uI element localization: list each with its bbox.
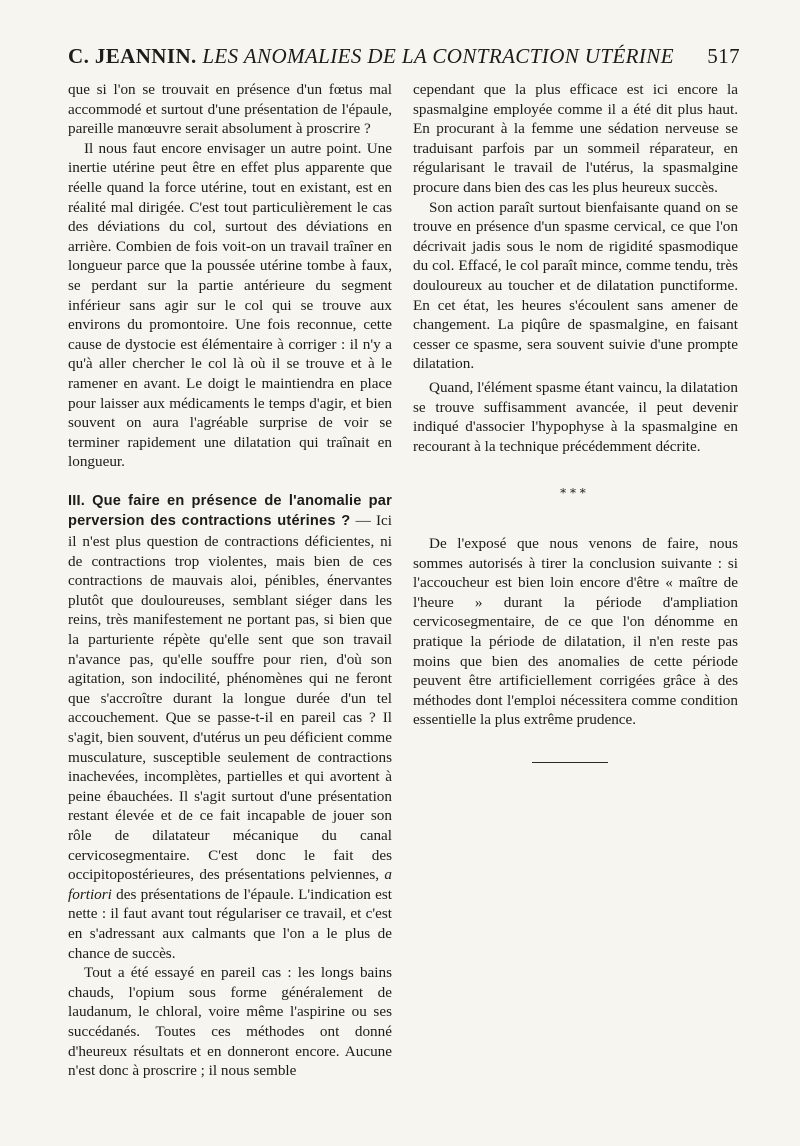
header-author: C. JEANNIN. (68, 44, 197, 68)
section-heading: III. Que faire en présence de l'anomalie par perversion des contractions utérines ? (68, 492, 392, 530)
right-paragraph-2: Son action paraît surtout bienfaisante quand on se trouve en présence d'un spasme cervical, ce que l'on décrivait jadis sous le nom de rigidité spasmodique du col. Effacé, le col paraît mince, comme tendu, très douloureux au toucher et de dilatation punctiforme. En cet état, les heures s'écoulent sans amener de changement. La piqûre de spasmalgine, en faisant cesser ce spasme, sera souvent suivie d'une prompte dilatation. (413, 198, 738, 373)
conclusion (413, 534, 738, 730)
right-paragraph-1: cependant que la plus efficace est ici encore la spasmalgine employée comme il a été dit plus haut. En procurant à la femme une sédation nerveuse se traduisant parfois par un sommeil réparateur, en régularisant le travail de l'utérus, la spasmalgine procure dans bien des cas les plus heureux succès. (413, 81, 738, 196)
end-rule (532, 762, 608, 763)
section-iii (68, 491, 392, 963)
asterism: * * * (560, 486, 586, 500)
running-header (68, 44, 740, 69)
section-body-end: des présentations de l'épaule. L'indication est nette : il faut avant tout régulariser ce travail, et c'est en s'adressant aux calmants que l'on a le plus de chance de succès. (68, 885, 393, 962)
header-title: LES ANOMALIES DE LA CONTRACTION UTÉRINE (202, 44, 674, 68)
italic-phrase: a fortiori (68, 866, 392, 903)
right-column (413, 80, 738, 456)
left-paragraph-2: Il nous faut encore envisager un autre point. Une inertie utérine peut être en effet plus apparente que réelle quand la force utérine, tout en existant, est en réalité mal dirigée. C'est tout particulièrement le cas des déviations du col, surtout des déviations en arrière. Combien de fois voit-on un travail traîner en longueur parce que la poussée utérine tombe à faux, se perdant sur la partie antérieure du segment inférieur sans agir sur le col qui se trouve aux environs du promontoire. Une fois reconnue, cette cause de dystocie est élémentaire à corriger : il n'y a qu'à aller chercher le col là où il se trouve et à le ramener en avant. Le doigt le maintiendra en place pour laisser aux médicaments le temps d'agir, et bien souvent on aura l'agréable surprise de voir se terminer rapidement une dilatation qui traînait en longueur. (68, 139, 392, 471)
section-body: — Ici il n'est plus question de contractions déficientes, ni de contractions trop violentes, mais bien de ces contractions de mauvais aloi, pénibles, énervantes plutôt que douloureuses, semblant siéger dans les reins, très manifestement ne portant pas, si bien que la parturiente répète qu'elle sent que son travail n'avance pas, qu'elle souffre pour rien, d'où son agitation, son indocilité, phénomènes qui ne feront que s'accroître durant la longue durée d'un tel accouchement. Que se passe-t-il en pareil cas ? Il s'agit, bien souvent, d'utérus un peu déficient comme musculature, susceptible seulement de contractions inachevées, incomplètes, partielles et qui avortent à peine ébauchées. Il s'agit surtout d'une présentation restant élevée et de ce fait incapable de jouer son rôle de dilatateur mécanique du canal cervicosegmentaire. C'est donc le fait des occipitopostérieures, des présentations pelviennes, (68, 512, 392, 884)
conclusion-paragraph: De l'exposé que nous venons de faire, nous sommes autorisés à tirer la conclusion suivante : si l'accoucheur est bien loin encore d'être « maître de l'heure » durant la période d'ampliation cervicosegmentaire, de ce que l'on dénomme en pratique la période de dilatation, il n'en reste pas moins que bien des anomalies de cette période peuvent être artificiellement corrigées grâce à des méthodes dont l'emploi nécessitera comme condition essentielle la plus extrême prudence. (413, 535, 738, 729)
left-paragraph-4: Tout a été essayé en pareil cas : les longs bains chauds, l'opium sous forme généralement de laudanum, le chloral, voire même l'aspirine ou ses succédanés. Toutes ces méthodes ont donné d'heureux résultats et en donneront encore. Aucune n'est donc à proscrire ; il nous semble (68, 964, 392, 1080)
page-number: 517 (707, 44, 740, 68)
right-paragraph-3: Quand, l'élément spasme étant vaincu, la dilatation se trouve suffisamment avancée, il peut devenir indiqué d'associer l'hypophyse à la spasmalgine en recourant à la technique précédemment décrite. (413, 378, 738, 455)
left-paragraph-1: que si l'on se trouvait en présence d'un fœtus mal accommodé et surtout d'une présentation de l'épaule, pareille manœuvre serait absolument à proscrire ? (68, 81, 392, 138)
left-column (68, 80, 392, 1081)
